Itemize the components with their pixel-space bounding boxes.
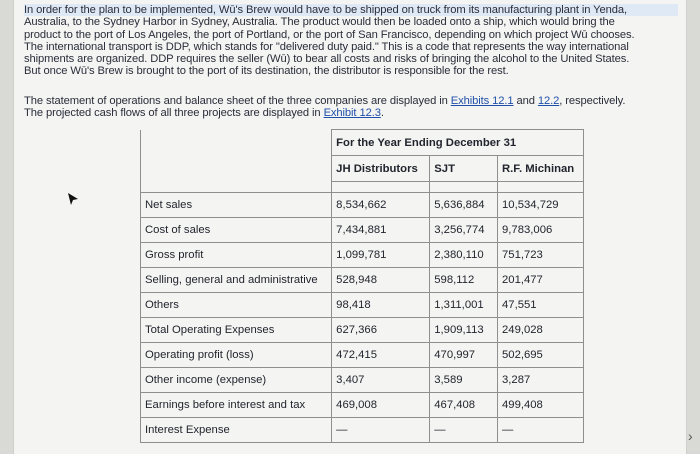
row-value: 470,997 — [430, 343, 498, 368]
exhibit-12-3-link[interactable]: Exhibit 12.3 — [323, 107, 381, 120]
table-row — [141, 218, 584, 243]
row-value: 47,551 — [498, 293, 584, 318]
row-value: 472,415 — [332, 343, 430, 368]
row-value: — — [332, 418, 430, 443]
spacer-row — [141, 182, 584, 193]
row-value: 598,112 — [430, 268, 498, 293]
paragraph-line: The international transport is DDP, which stands for "delivered duty paid." This is a code that represents the way international — [24, 40, 629, 53]
row-label: Others — [141, 293, 332, 318]
row-value: 1,909,113 — [430, 318, 498, 343]
row-label: Other income (expense) — [141, 368, 332, 393]
row-value: 1,311,001 — [430, 293, 498, 318]
row-label: Total Operating Expenses — [141, 318, 332, 343]
table-row — [141, 193, 584, 218]
text: The projected cash flows of all three projects are displayed in — [24, 107, 324, 120]
row-label: Earnings before interest and tax — [141, 393, 332, 418]
exhibit-12-1-link[interactable]: Exhibits 12.1 — [450, 95, 514, 107]
paragraph-line: In order for the plan to be implemented, Wū's Brew would have to be shipped on truck from its manufacturing plant in Yenda, — [24, 4, 678, 16]
row-value: 5,636,884 — [430, 193, 498, 218]
paragraph-line: But once Wū's Brew is brought to the port of its destination, the distributor is responsible for the rest. — [24, 65, 509, 78]
row-label: Net sales — [141, 193, 332, 218]
text: The statement of operations and balance sheet of the three companies are displayed in — [24, 95, 451, 107]
row-value: — — [430, 418, 498, 443]
table-row — [141, 418, 584, 443]
row-value: 3,407 — [332, 368, 430, 393]
table-row — [141, 368, 584, 393]
column-header-rf: R.F. Michinan — [498, 156, 584, 182]
paragraph-line — [24, 95, 678, 107]
paragraph-line — [24, 107, 678, 119]
empty-cell — [430, 182, 498, 193]
row-value: 3,256,774 — [430, 218, 498, 243]
paragraph-line: product to the port of Los Angeles, the port of Portland, or the port of San Francisco, depending on which project Wū chooses. — [24, 28, 635, 41]
empty-cell — [141, 130, 332, 156]
row-value: 469,008 — [332, 393, 430, 418]
row-value: 8,534,662 — [332, 193, 430, 218]
row-value: 528,948 — [332, 268, 430, 293]
text: and — [513, 95, 538, 107]
row-value: 3,589 — [430, 368, 498, 393]
text: , respectively. — [559, 95, 626, 107]
exhibits-paragraph — [24, 95, 678, 120]
column-header-jh: JH Distributors — [332, 156, 430, 182]
empty-cell — [498, 182, 584, 193]
row-value: 3,287 — [498, 368, 584, 393]
operations-table — [140, 129, 584, 443]
row-value: 9,783,006 — [498, 218, 584, 243]
row-value: 467,408 — [430, 393, 498, 418]
row-value: 10,534,729 — [498, 193, 584, 218]
row-value: 7,434,881 — [332, 218, 430, 243]
table-row — [141, 318, 584, 343]
period-header-row — [141, 130, 584, 156]
column-header-sjt: SJT — [430, 156, 498, 182]
chevron-right-icon[interactable]: › — [688, 428, 693, 444]
row-label: Gross profit — [141, 243, 332, 268]
row-label: Operating profit (loss) — [141, 343, 332, 368]
arrow-cursor-icon — [66, 192, 80, 206]
table-row — [141, 293, 584, 318]
row-value: 249,028 — [498, 318, 584, 343]
table-row — [141, 343, 584, 368]
row-value: 502,695 — [498, 343, 584, 368]
text: . — [380, 107, 384, 120]
row-value: 98,418 — [332, 293, 430, 318]
empty-cell — [141, 182, 332, 193]
paragraph-line: shipments are organized. DDP requires the seller (Wū) to bear all costs and risks of bringing the alcohol to the United States. — [24, 53, 630, 66]
table-row — [141, 268, 584, 293]
period-header: For the Year Ending December 31 — [332, 130, 584, 156]
empty-cell — [141, 156, 332, 182]
row-label: Selling, general and administrative — [141, 268, 332, 293]
paragraph-line: Australia, to the Sydney Harbor in Sydney, Australia. The product would then be loaded onto a ship, which would bring the — [24, 16, 615, 29]
table-body — [141, 193, 584, 443]
column-header-row — [141, 156, 584, 182]
row-label: Cost of sales — [141, 218, 332, 243]
table-row — [141, 393, 584, 418]
table-row — [141, 243, 584, 268]
row-value: 751,723 — [498, 243, 584, 268]
exhibit-12-2-link[interactable]: 12.2 — [537, 95, 560, 107]
row-value: 499,408 — [498, 393, 584, 418]
shipping-paragraph — [24, 4, 678, 78]
row-value: 2,380,110 — [430, 243, 498, 268]
row-label: Interest Expense — [141, 418, 332, 443]
row-value: 627,366 — [332, 318, 430, 343]
textbook-page — [14, 0, 686, 454]
row-value: — — [498, 418, 584, 443]
row-value: 1,099,781 — [332, 243, 430, 268]
row-value: 201,477 — [498, 268, 584, 293]
empty-cell — [332, 182, 430, 193]
